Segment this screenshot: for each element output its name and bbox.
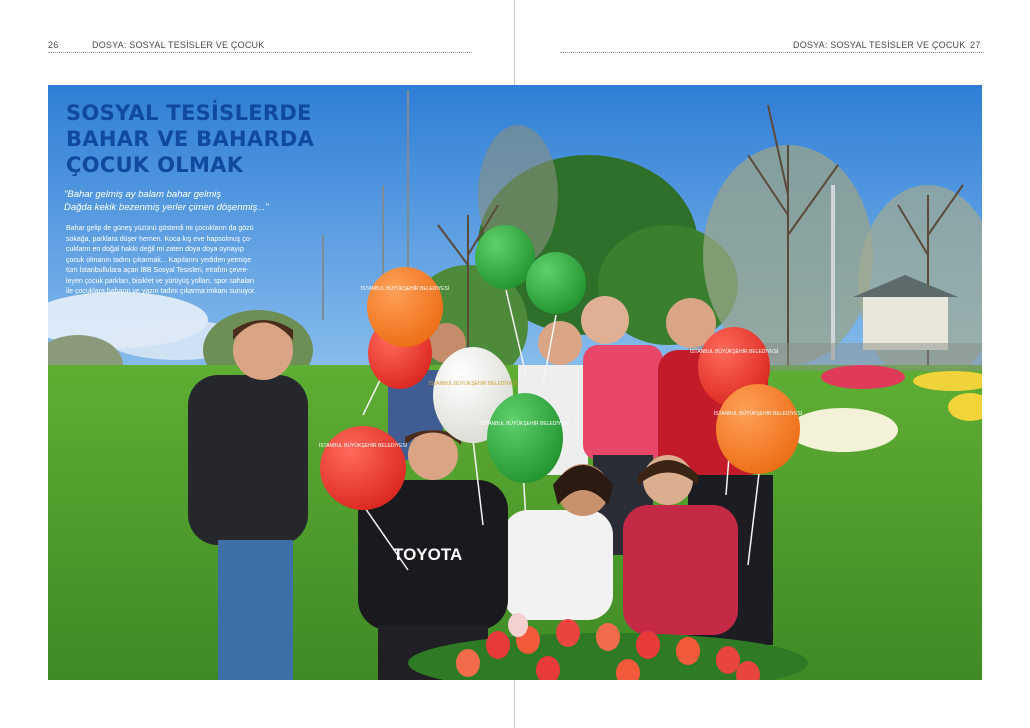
body-line: çocuk olmanın tadını çıkarmak... Kapılarını yediden yetmişe xyxy=(66,256,252,264)
balloon-logo-text: İSTANBUL BÜYÜKŞEHİR BELEDİYESİ xyxy=(360,286,450,292)
green-balloon-middle xyxy=(487,393,563,483)
balloon-logo-text: İSTANBUL BÜYÜKŞEHİR BELEDİYESİ xyxy=(428,381,518,387)
quote-line: Dağda kekik bezenmiş yerler çimen döşenmiş..." xyxy=(64,202,269,213)
quote-line: "Bahar gelmiş ay balam bahar gelmiş xyxy=(64,189,222,200)
right-running-head: DOSYA: SOSYAL TESİSLER VE ÇOCUK xyxy=(793,40,966,50)
green-balloon-top xyxy=(475,225,535,289)
shirt-sponsor-text: TOYOTA xyxy=(393,545,463,564)
article-title xyxy=(66,100,314,178)
balloon-logo-text: İSTANBUL BÜYÜKŞEHİR BELEDİYESİ xyxy=(318,443,408,449)
title-line: SOSYAL TESİSLERDE xyxy=(66,101,312,125)
left-page-number: 26 xyxy=(48,40,59,50)
body-line: Bahar gelip de güneş yüzünü gösterdi mi çocukların da gözü xyxy=(66,225,254,232)
red-balloon-left xyxy=(320,426,406,510)
body-line: cukların en doğal hakkı değil mi zaten doya doya oynayıp xyxy=(66,246,244,253)
title-line: ÇOCUK OLMAK xyxy=(66,153,244,177)
green-balloon-right xyxy=(526,252,586,314)
orange-balloon-top-left xyxy=(367,267,443,347)
body-line: sokağa, parklara düşer hemen. Koca kış eve hapsolmuş ço- xyxy=(66,235,252,243)
balloon-logo-text: İSTANBUL BÜYÜKŞEHİR BELEDİYESİ xyxy=(480,421,570,427)
right-page-number: 27 xyxy=(970,40,981,50)
left-running-head: DOSYA: SOSYAL TESİSLER VE ÇOCUK xyxy=(92,40,265,50)
left-header-rule xyxy=(48,52,472,53)
body-line: leyen çocuk parkları, bisiklet ve yürüyüş yolları, spor sahaları xyxy=(66,277,255,285)
body-line: ile çocuklara baharın ve yazın tadını çıkarma imkanı sunuyor. xyxy=(66,288,256,295)
body-line: tüm İstanbullulara açan İBB Sosyal Tesisleri, etrafını çevre- xyxy=(66,267,249,274)
balloon-logo-text: İSTANBUL BÜYÜKŞEHİR BELEDİYESİ xyxy=(713,411,803,417)
balloon-logo-text: İSTANBUL BÜYÜKŞEHİR BELEDİYESİ xyxy=(689,349,779,355)
intro-paragraph xyxy=(66,224,298,298)
poem-quote xyxy=(64,188,269,214)
right-header-rule xyxy=(560,52,984,53)
orange-balloon-right xyxy=(713,384,803,474)
title-line: BAHAR VE BAHARDA xyxy=(66,127,315,151)
